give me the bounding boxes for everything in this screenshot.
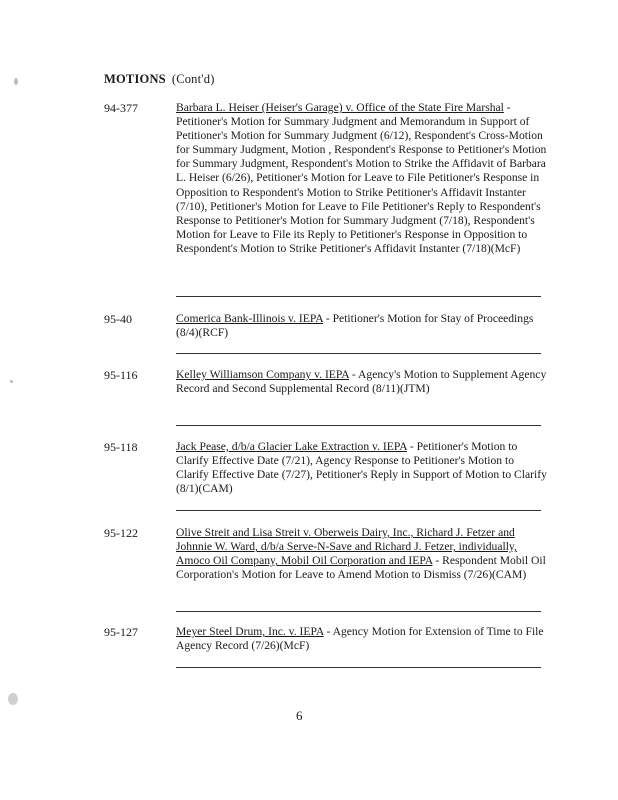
motion-text: [176, 368, 548, 396]
motion-description: - Petitioner's Motion to Clarify Effective Date (7/21), Agency Response to Petitioner's Motion to Clarify Effective Date (7/27), Petitioner's Reply in Support of Motion to Clarify (8/1)(CAM): [176, 440, 547, 496]
motion-text: [176, 526, 548, 582]
scan-speck: [10, 380, 13, 383]
docket-number: 95-127: [104, 625, 138, 639]
separator-rule: [176, 296, 541, 297]
case-caption: Meyer Steel Drum, Inc. v. IEPA: [176, 625, 324, 638]
separator-rule: [176, 611, 541, 612]
motion-text: [176, 101, 548, 256]
motion-description: - Agency Motion for Extension of Time to File Agency Record (7/26)(McF): [176, 625, 544, 653]
motion-description: - Petitioner's Motion for Stay of Proceedings (8/4)(RCF): [176, 312, 534, 340]
scan-speck: [14, 78, 18, 85]
docket-number: 94-377: [104, 101, 138, 115]
motion-description: - Petitioner's Motion for Summary Judgment and Memorandum in Support of Petitioner's Motion for Summary Judgment (6/12), Respondent's Cross-Motion for Summary Judgment, Motion , Respondent's Response to Petitioner's Motion for Summary Judgment, Respondent's Motion to Strike the Affidavit of Barbara L. Heiser (6/26), Petitioner's Motion for Leave to File Petitioner's Response in Opposition to Respondent's Motion to Strike Petitioner's Affidavit Instanter (7/10), Petitioner's Motion for Leave to File Petitioner's Reply to Respondent's Response to Petitioner's Motion for Summary Judgment (7/18), Respondent's Motion for Leave to File its Reply to Petitioner's Response in Opposition to Respondent's Motion to Strike Petitioner's Affidavit Instanter (7/18)(McF): [176, 101, 547, 255]
separator-rule: [176, 510, 541, 511]
page-number: 6: [296, 708, 303, 723]
separator-rule: [176, 353, 541, 354]
section-title: MOTIONS: [104, 72, 166, 86]
case-caption: Jack Pease, d/b/a Glacier Lake Extraction v. IEPA: [176, 440, 407, 453]
docket-number: 95-122: [104, 526, 138, 540]
section-heading: [104, 72, 215, 87]
case-caption: Kelley Williamson Company v. IEPA: [176, 368, 350, 381]
section-continued: (Cont'd): [171, 72, 215, 86]
case-caption: Olive Streit and Lisa Streit v. Oberweis Dairy, Inc., Richard J. Fetzer and Johnnie W. Ward, d/b/a Serve-N-Save and Richard J. Fetzer, individually, Amoco Oil Company, Mobil Oil Corporation and IEPA: [176, 526, 517, 568]
docket-number: 95-40: [104, 312, 132, 326]
separator-rule: [176, 425, 541, 426]
motion-text: [176, 625, 548, 653]
docket-number: 95-118: [104, 440, 138, 454]
scan-speck: [8, 693, 18, 705]
case-caption: Barbara L. Heiser (Heiser's Garage) v. Office of the State Fire Marshal: [176, 101, 504, 114]
case-caption: Comerica Bank-Illinois v. IEPA: [176, 312, 323, 325]
docket-number: 95-116: [104, 368, 138, 382]
separator-rule: [176, 667, 541, 668]
motion-description: - Respondent Mobil Oil Corporation's Motion for Leave to Amend Motion to Dismiss (7/26)(CAM): [176, 554, 546, 582]
motion-description: - Agency's Motion to Supplement Agency Record and Second Supplemental Record (8/11)(JTM): [176, 368, 547, 396]
motion-text: [176, 312, 548, 340]
motion-text: [176, 440, 548, 496]
